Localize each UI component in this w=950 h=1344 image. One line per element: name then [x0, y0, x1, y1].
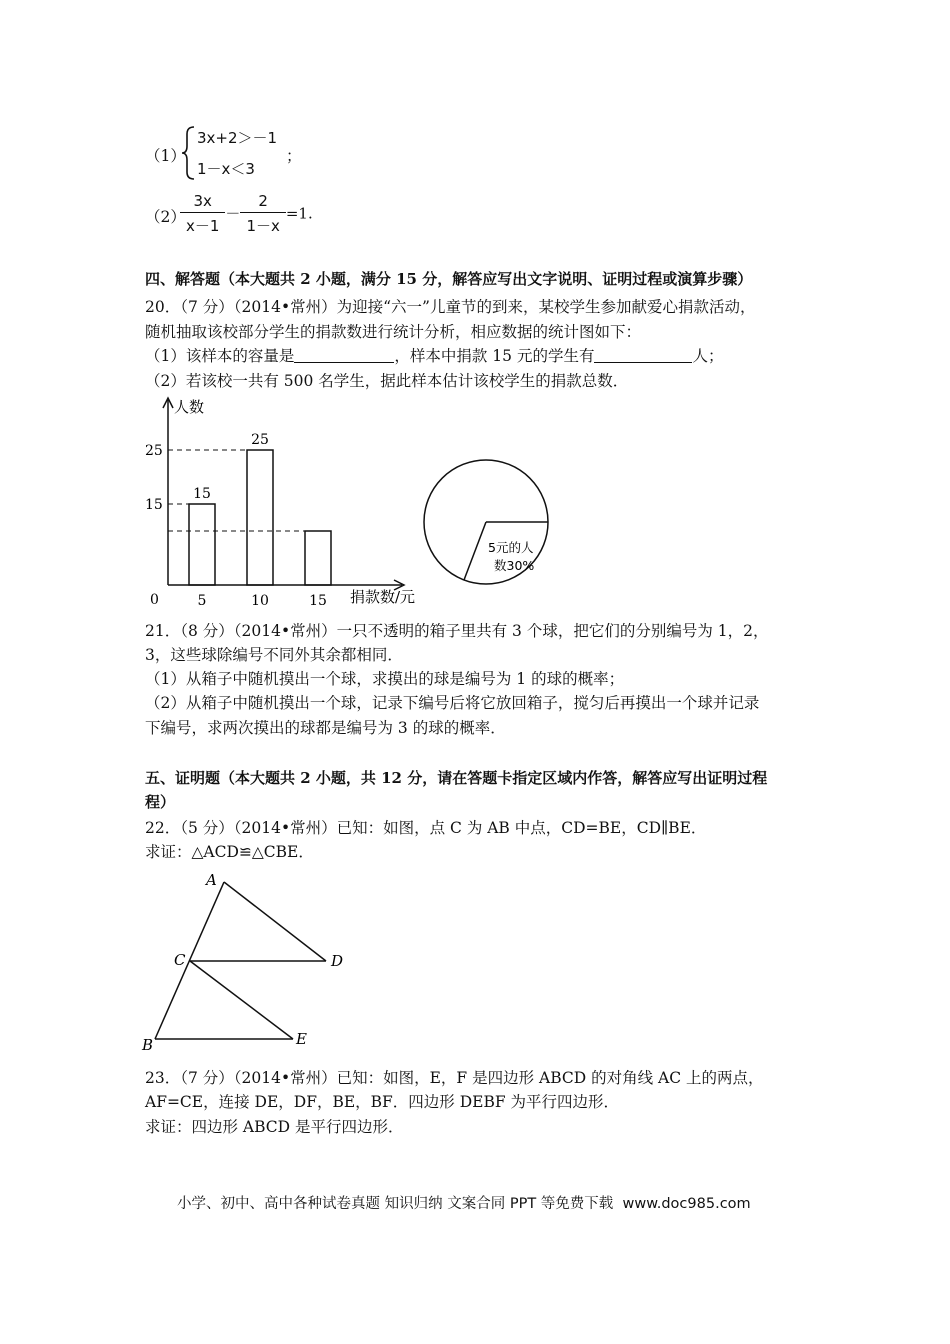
p20-question-2: （2）若该校一共有 500 名学生，据此样本估计该校学生的捐款总数．: [145, 372, 629, 390]
bar-chart: [145, 398, 415, 609]
fraction-2-numerator: 2: [240, 192, 285, 213]
bar: [189, 504, 215, 585]
p21-line-1: 21．（8 分）（2014•常州）一只不透明的箱子里共有 3 个球，把它们的分别编号为 1，2，: [145, 622, 769, 640]
p19-inequality-1: 3x+2＞－1: [197, 129, 278, 147]
fraction-1-denominator: x－1: [186, 217, 220, 235]
p19-inequality-2: 1－x＜3: [197, 160, 255, 178]
bar-value-label: 15: [193, 486, 211, 502]
fraction-1-numerator: 3x: [180, 192, 225, 213]
p20-statistics-figure: [140, 392, 560, 612]
p20-line-1: 20．（7 分）（2014•常州）为迎接“六一”儿童节的到来，某校学生参加献爱心捐款活动，: [145, 298, 756, 316]
bar-value-label: 25: [251, 432, 269, 448]
p21-question-2-line-2: 下编号，求两次摸出的球都是编号为 3 的球的概率．: [145, 719, 506, 737]
p21-question-1: （1）从箱子中随机摸出一个球，求摸出的球是编号为 1 的球的概率；: [145, 670, 625, 688]
bar: [247, 450, 273, 585]
footer-url[interactable]: www.doc985.com: [622, 1196, 751, 1212]
p20-line-2: 随机抽取该校部分学生的捐款数进行统计分析，相应数据的统计图如下：: [145, 323, 642, 341]
p23-line-1: 23．（7 分）（2014•常州）已知：如图，E，F 是四边形 ABCD 的对角线 AC 上的两点，: [145, 1069, 764, 1087]
p21-line-2: 3，这些球除编号不同外其余都相同．: [145, 646, 403, 664]
p20-q1-part-c: 人；: [692, 347, 724, 365]
point-label-D: D: [331, 952, 344, 970]
x-axis-label: 捐款数/元: [350, 588, 416, 606]
fraction-2-denominator: 1－x: [246, 217, 280, 235]
section-5-heading-line-2: 程）: [145, 793, 176, 811]
x-tick-label: 15: [309, 593, 327, 609]
p23-line-2: AF=CE，连接 DE，DF，BE，BF．四边形 DEBF 为平行四边形．: [145, 1093, 620, 1111]
section-4-heading: 四、解答题（本大题共 2 小题，满分 15 分，解答应写出文字说明、证明过程或演算步骤）: [145, 270, 753, 288]
p20-question-1: [145, 344, 723, 366]
answer-blank-1: [294, 348, 394, 363]
p23-line-3: 求证：四边形 ABCD 是平行四边形．: [145, 1118, 404, 1136]
segment-CE: [190, 961, 293, 1039]
point-label-A: A: [206, 871, 217, 889]
point-label-C: C: [174, 951, 186, 969]
fraction-2: [240, 192, 285, 236]
pie-label-line-2: 数30%: [494, 558, 535, 573]
footer: [177, 1192, 751, 1213]
segment-AD: [224, 882, 326, 961]
section-5-heading-line-1: 五、证明题（本大题共 2 小题，共 12 分，请在答题卡指定区域内作答，解答应写出证明过程: [145, 769, 768, 787]
equation-rhs: =1.: [285, 204, 313, 223]
x-tick-label: 10: [251, 593, 269, 609]
y-axis-label: 人数: [174, 398, 205, 416]
p20-q1-part-a: （1）该样本的容量是: [145, 347, 295, 365]
minus-sign: －: [225, 204, 241, 223]
p21-question-2-line-1: （2）从箱子中随机摸出一个球，记录下编号后将它放回箱子，搅匀后再摸出一个球并记录: [145, 694, 760, 712]
answer-blank-2: [594, 348, 692, 363]
p19-equation: [180, 192, 313, 236]
fraction-1: [180, 192, 225, 236]
pie-label-line-1: 5元的人: [488, 540, 534, 555]
bar: [305, 531, 331, 585]
y-tick-label: 25: [145, 443, 163, 459]
point-label-B: B: [142, 1036, 154, 1054]
pie-sector-edge-2: [464, 522, 486, 580]
origin-label: 0: [150, 592, 159, 608]
p22-line-2: 求证：△ACD≌△CBE．: [145, 843, 314, 861]
p22-line-1: 22．（5 分）（2014•常州）已知：如图，点 C 为 AB 中点，CD=BE，CD∥BE．: [145, 819, 707, 837]
point-label-E: E: [296, 1030, 307, 1048]
pie-chart: [424, 460, 560, 584]
x-tick-label: 5: [197, 593, 207, 609]
footer-text: 小学、初中、高中各种试卷真题 知识归纳 文案合同 PPT 等免费下载: [177, 1196, 614, 1212]
p19-part1-end: ；: [286, 147, 302, 165]
p22-triangle-figure: [138, 868, 358, 1058]
p20-q1-part-b: ，样本中捐款 15 元的学生有: [394, 347, 595, 365]
p19-part1-label: （1）: [145, 147, 186, 165]
p19-part2-label: （2）: [145, 208, 186, 226]
y-tick-label: 15: [145, 497, 163, 513]
